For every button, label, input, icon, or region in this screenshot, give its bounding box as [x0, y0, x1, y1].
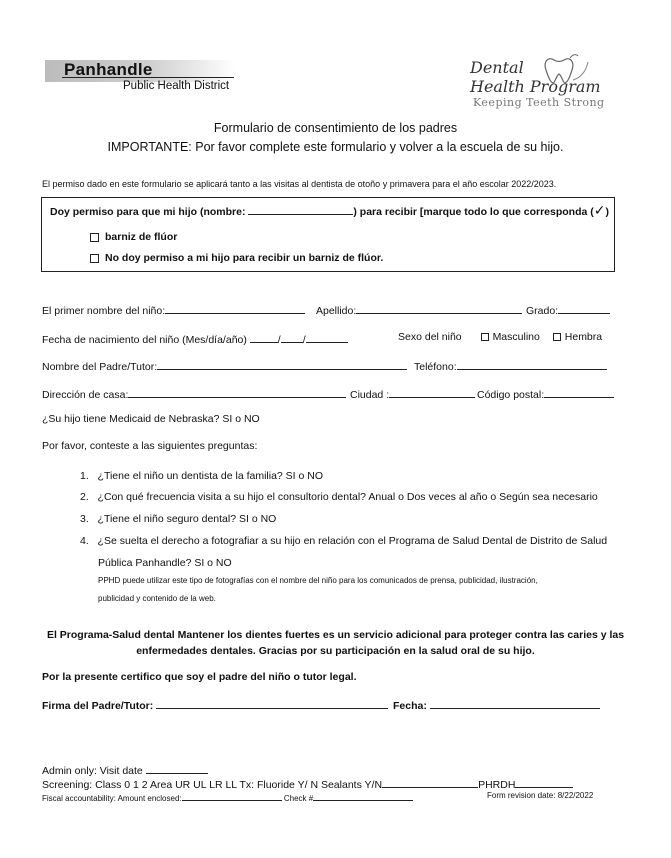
question-3[interactable] [80, 513, 276, 525]
fiscal-label: Fiscal accountability: Amount enclosed: [42, 794, 182, 803]
dob-label: Fecha de nacimiento del niño (Mes/día/año) [42, 334, 247, 346]
date-field[interactable] [430, 697, 600, 709]
male-checkbox[interactable] [481, 333, 489, 341]
question-2[interactable] [80, 491, 598, 503]
check-number-field[interactable] [313, 791, 413, 801]
phd-logo-subtitle: Public Health District [123, 80, 230, 92]
parent-name-row [42, 358, 407, 373]
question-number: 4. [80, 535, 89, 547]
option-decline-label: No doy permiso a mi hijo para recibir un barniz de flúor. [105, 252, 384, 264]
form-subtitle: IMPORTANTE: Por favor complete este formulario y volver a la escuela de su hijo. [107, 140, 564, 154]
dob-year-field[interactable] [306, 331, 348, 343]
dob-month-field[interactable] [250, 331, 278, 343]
certify-statement: Por la presente certifico que soy el padre del niño o tutor legal. [42, 671, 357, 683]
grade-row [526, 302, 610, 317]
tooth-icon [540, 52, 592, 86]
consent-lead-b: ) para recibir [marque todo lo que corresponda ( [353, 206, 594, 218]
male-label: Masculino [492, 331, 540, 343]
question-number: 3. [80, 513, 89, 525]
fiscal-row [42, 791, 413, 803]
screening-field[interactable] [382, 776, 478, 788]
dhp-logo-tagline: Keeping Teeth Strong [473, 96, 605, 109]
question-1[interactable] [80, 470, 323, 482]
question-4[interactable] [80, 535, 607, 547]
city-field[interactable] [389, 386, 475, 398]
amount-enclosed-field[interactable] [182, 791, 282, 801]
zip-row [477, 386, 614, 401]
option-fluoride[interactable] [90, 231, 177, 243]
city-label: Ciudad : [350, 389, 390, 401]
question-text: ¿Se suelta el derecho a fotografiar a su hijo en relación con el Programa de Salud Dental de Distrito de Salud [97, 535, 608, 547]
phrdh-field[interactable] [515, 776, 573, 788]
female-checkbox[interactable] [553, 333, 561, 341]
admin-screening-row [42, 776, 573, 791]
questions-intro: Por favor, conteste a las siguientes preguntas: [42, 440, 258, 452]
checkmark-icon: ✓ [593, 202, 606, 218]
phd-logo-rule [62, 77, 234, 78]
parent-name-label: Nombre del Padre/Tutor: [42, 361, 158, 373]
last-name-label: Apellido: [316, 305, 357, 317]
dob-day-field[interactable] [281, 331, 303, 343]
phd-logo-name: Panhandle [64, 60, 153, 79]
screening-label: Screening: Class 0 1 2 Area UR UL LR LL Tx: Fluoride Y/ N Sealants Y/N [42, 779, 383, 791]
first-name-label: El primer nombre del niño: [42, 305, 166, 317]
sex-label: Sexo del niño [398, 331, 462, 343]
consent-lead-a: Doy permiso para que mi hijo (nombre: [50, 206, 249, 218]
city-row [350, 386, 475, 401]
dhp-logo-line1: Dental [470, 58, 524, 77]
phone-label: Teléfono: [414, 361, 457, 373]
check-label: Check # [283, 794, 314, 803]
question-text: ¿Tiene el niño seguro dental? SI o NO [97, 513, 277, 525]
first-name-row [42, 302, 305, 317]
phone-row [414, 358, 607, 373]
option-fluoride-label: barniz de flúor [105, 231, 178, 243]
zip-label: Código postal: [477, 389, 545, 401]
signature-field[interactable] [156, 697, 388, 709]
address-row [42, 386, 346, 401]
dhp-logo-line2: Health Program [470, 77, 601, 96]
female-label: Hembra [564, 331, 603, 343]
program-statement-line2: enfermedades dentales. Gracias por su participación en la salud oral de su hijo. [136, 645, 535, 657]
last-name-row [316, 302, 522, 317]
question-text: ¿Con qué frecuencia visita a su hijo el consultorio dental? Anual o Dos veces al año o Según sea necesario [97, 491, 598, 503]
question-number: 1. [80, 470, 89, 482]
parent-name-field[interactable] [157, 358, 407, 370]
dob-row: Fecha de nacimiento del niño (Mes/día/año) / / [42, 331, 348, 346]
signature-row [42, 697, 388, 712]
option-decline[interactable] [90, 252, 383, 264]
fluoride-checkbox[interactable] [90, 233, 99, 242]
signature-label: Firma del Padre/Tutor: [42, 700, 154, 712]
question-text: ¿Tiene el niño un dentista de la familia? SI o NO [97, 470, 324, 482]
question-number: 2. [80, 491, 89, 503]
medicaid-question[interactable]: ¿Su hijo tiene Medicaid de Nebraska? SI o NO [42, 413, 260, 425]
form-revision-date: Form revision date: 8/22/2022 [487, 791, 594, 800]
first-name-field[interactable] [165, 302, 305, 314]
last-name-field[interactable] [356, 302, 522, 314]
grade-label: Grado: [526, 305, 559, 317]
date-label: Fecha: [393, 700, 427, 712]
decline-checkbox[interactable] [90, 254, 99, 263]
address-field[interactable] [128, 386, 346, 398]
admin-visit-row [42, 762, 208, 777]
photo-note-line2: publicidad y contenido de la web. [98, 594, 216, 603]
form-title: Formulario de consentimiento de los padres [213, 121, 458, 135]
visit-date-field[interactable] [146, 762, 208, 774]
program-statement-line1: El Programa-Salud dental Mantener los dientes fuertes es un servicio adicional para proteger contra las caries y las [46, 629, 625, 641]
phrdh-label: PHRDH [478, 779, 516, 791]
permission-note: El permiso dado en este formulario se aplicará tanto a las visitas al dentista de otoño y primavera para el año escolar 2022/2023. [42, 179, 557, 189]
consent-lead [50, 202, 609, 219]
question-4-continuation[interactable]: Pública Panhandle? SI o NO [98, 557, 232, 569]
address-label: Dirección de casa: [42, 389, 129, 401]
zip-field[interactable] [544, 386, 614, 398]
consent-lead-c: ) [605, 206, 609, 218]
grade-field[interactable] [558, 302, 610, 314]
sex-row [398, 331, 602, 343]
admin-visit-label: Admin only: Visit date [42, 765, 143, 777]
photo-note-line1: PPHD puede utilizar este tipo de fotografías con el nombre del niño para los comunicados de prensa, publicidad, ilustración, [98, 576, 538, 585]
phone-field[interactable] [457, 358, 607, 370]
date-row [393, 697, 600, 712]
child-name-consent-field[interactable] [248, 203, 353, 215]
